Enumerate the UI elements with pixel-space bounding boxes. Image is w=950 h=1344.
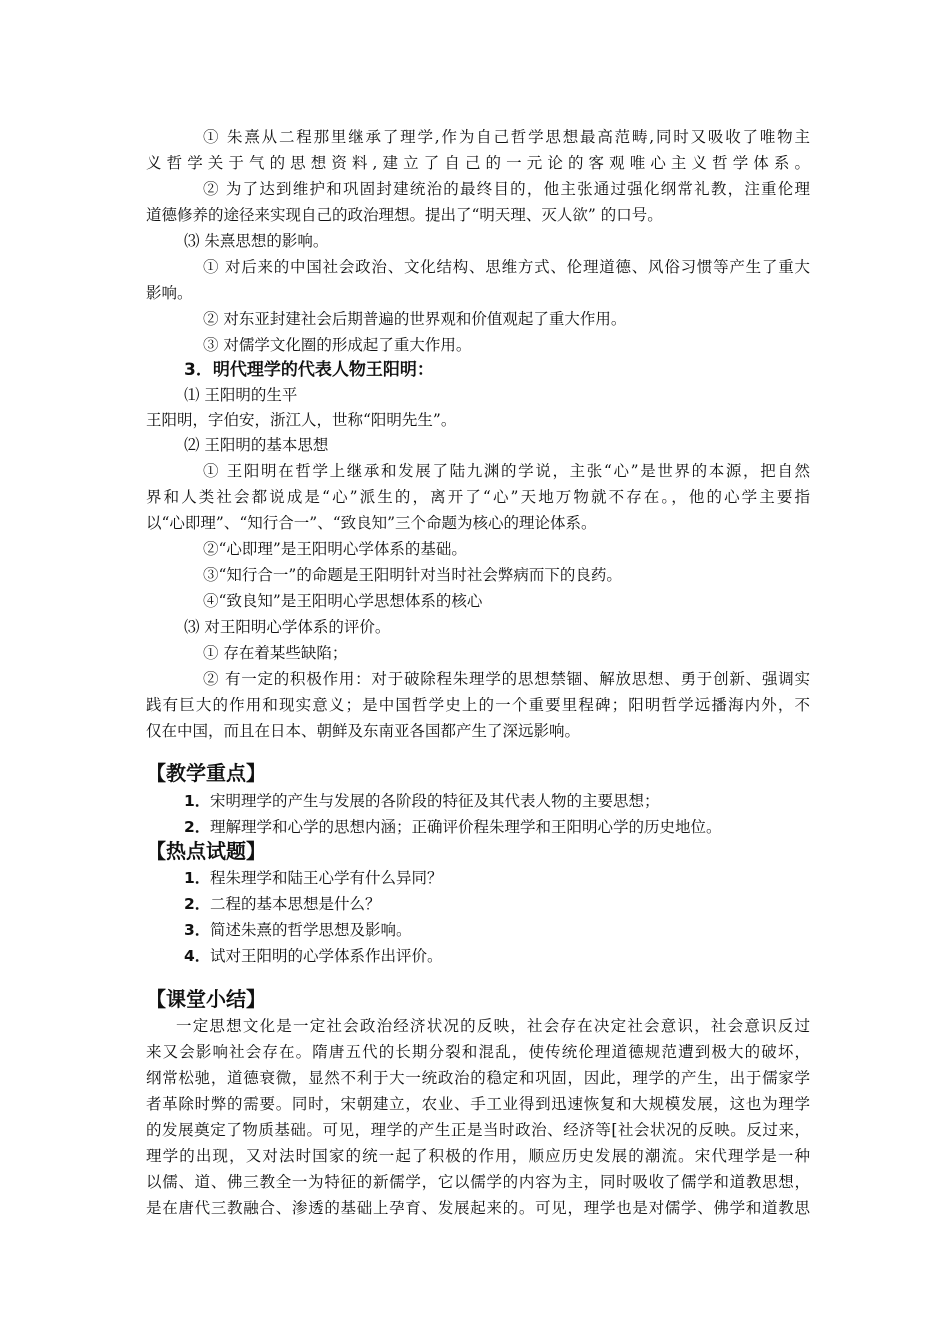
hot-question-number: 1．	[184, 869, 211, 887]
wang-thought-heading: ⑵ 王阳明的基本思想	[184, 436, 329, 454]
wang-thought-2: ②“心即理”是王阳明心学体系的基础。	[203, 540, 467, 558]
wang-bio: 王阳明，字伯安，浙江人，世称“阳明先生”。	[146, 411, 457, 429]
hot-question-number: 2．	[184, 895, 211, 913]
wang-thought-1-line-1: ① 王阳明在哲学上继承和发展了陆九渊的学说，主张“心”是世界的本源，把自然	[203, 462, 810, 480]
hot-questions-title: 【热点试题】	[146, 839, 266, 863]
summary-line: 是在唐代三教融合、渗透的基础上孕育、发展起来的。可见，理学也是对儒学、佛学和道教思	[146, 1199, 810, 1217]
wang-evaluation-2-line-2: 践有巨大的作用和现实意义；是中国哲学史上的一个重要里程碑；阳明哲学远播海内外，不	[146, 696, 810, 714]
hot-question-item	[184, 918, 810, 943]
focus-item-text: 理解理学和心学的思想内涵；正确评价程朱理学和王阳明心学的历史地位。	[210, 818, 722, 836]
hot-question-text: 二程的基本思想是什么？	[210, 895, 381, 913]
hot-question-text: 简述朱熹的哲学思想及影响。	[210, 921, 412, 939]
summary-line: 理学的出现，又对法时国家的统一起了积极的作用，顺应历史发展的潮流。宋代理学是一种	[146, 1147, 810, 1165]
wang-thought-3: ③“知行合一”的命题是王阳明针对当时社会弊病而下的良药。	[203, 566, 622, 584]
summary-line: 者革除时弊的需要。同时，宋朝建立，农业、手工业得到迅速恢复和大规模发展，这也为理学	[146, 1095, 810, 1113]
zhuxi-point-1-line-1: ① 朱熹从二程那里继承了理学,作为自己哲学思想最高范畴,同时又吸收了唯物主	[203, 128, 810, 146]
hot-question-item	[184, 944, 810, 969]
zhuxi-influence-1-line-1: ① 对后来的中国社会政治、文化结构、思维方式、伦理道德、风俗习惯等产生了重大	[203, 258, 810, 276]
zhuxi-point-2-line-2: 道德修养的途径来实现自己的政治理想。提出了“明天理、灭人欲” 的口号。	[146, 206, 663, 224]
hot-question-text: 程朱理学和陆王心学有什么异同？	[210, 869, 443, 887]
summary-line: 一定思想文化是一定社会政治经济状况的反映，社会存在决定社会意识，社会意识反过	[176, 1017, 810, 1035]
zhuxi-point-2-line-1: ② 为了达到维护和巩固封建统治的最终目的，他主张通过强化纲常礼教，注重伦理	[203, 180, 810, 198]
focus-item-number: 2．	[184, 818, 211, 836]
hot-question-number: 4．	[184, 947, 211, 965]
hot-question-number: 3．	[184, 921, 211, 939]
focus-item	[184, 815, 810, 840]
wang-evaluation-heading: ⑶ 对王阳明心学体系的评价。	[184, 618, 391, 636]
wang-thought-4: ④“致良知”是王阳明心学思想体系的核心	[203, 592, 483, 610]
wang-thought-1-line-2: 界和人类社会都说成是“心”派生的，离开了“心”天地万物就不存在。，他的心学主要指	[146, 488, 810, 506]
zhuxi-influence-1-line-2: 影响。	[146, 284, 193, 302]
wang-life-heading: ⑴ 王阳明的生平	[184, 386, 298, 404]
class-summary-title: 【课堂小结】	[146, 987, 266, 1011]
focus-item-text: 宋明理学的产生与发展的各阶段的特征及其代表人物的主要思想；	[210, 792, 660, 810]
summary-line: 的发展奠定了物质基础。可见，理学的产生正是当时政治、经济等[社会状况的反映。反过来，	[146, 1121, 810, 1139]
focus-item	[184, 789, 810, 814]
zhuxi-point-1-line-2: 义哲学关于气的思想资料,建立了自己的一元论的客观唯心主义哲学体系。	[146, 154, 810, 172]
zhuxi-influence-2: ② 对东亚封建社会后期普遍的世界观和价值观起了重大作用。	[203, 310, 627, 328]
wang-thought-1-line-3: 以“心即理”、“知行合一”、“致良知”三个命题为核心的理论体系。	[146, 514, 597, 532]
wang-section-heading: 3．明代理学的代表人物王阳明：	[184, 360, 434, 380]
zhuxi-influence-heading: ⑶ 朱熹思想的影响。	[184, 232, 329, 250]
hot-question-text: 试对王阳明的心学体系作出评价。	[210, 947, 443, 965]
teaching-focus-title: 【教学重点】	[146, 761, 266, 785]
summary-line: 来又会影响社会存在。隋唐五代的长期分裂和混乱，使传统伦理道德规范遭到极大的破坏，	[146, 1043, 810, 1061]
zhuxi-influence-3: ③ 对儒学文化圈的形成起了重大作用。	[203, 336, 472, 354]
wang-evaluation-2-line-1: ② 有一定的积极作用：对于破除程朱理学的思想禁锢、解放思想、勇于创新、强调实	[203, 670, 810, 688]
summary-line: 以儒、道、佛三教全一为特征的新儒学，它以儒学的内容为主，同时吸收了儒学和道教思想，	[146, 1173, 810, 1191]
hot-question-item	[184, 866, 810, 891]
wang-evaluation-1: ① 存在着某些缺陷；	[203, 644, 348, 662]
wang-evaluation-2-line-3: 仅在中国，而且在日本、朝鲜及东南亚各国都产生了深远影响。	[146, 722, 581, 740]
hot-question-item	[184, 892, 810, 917]
summary-line: 纲常松驰，道德衰微，显然不利于大一统政治的稳定和巩固，因此，理学的产生，出于儒家学	[146, 1069, 810, 1087]
focus-item-number: 1．	[184, 792, 211, 810]
